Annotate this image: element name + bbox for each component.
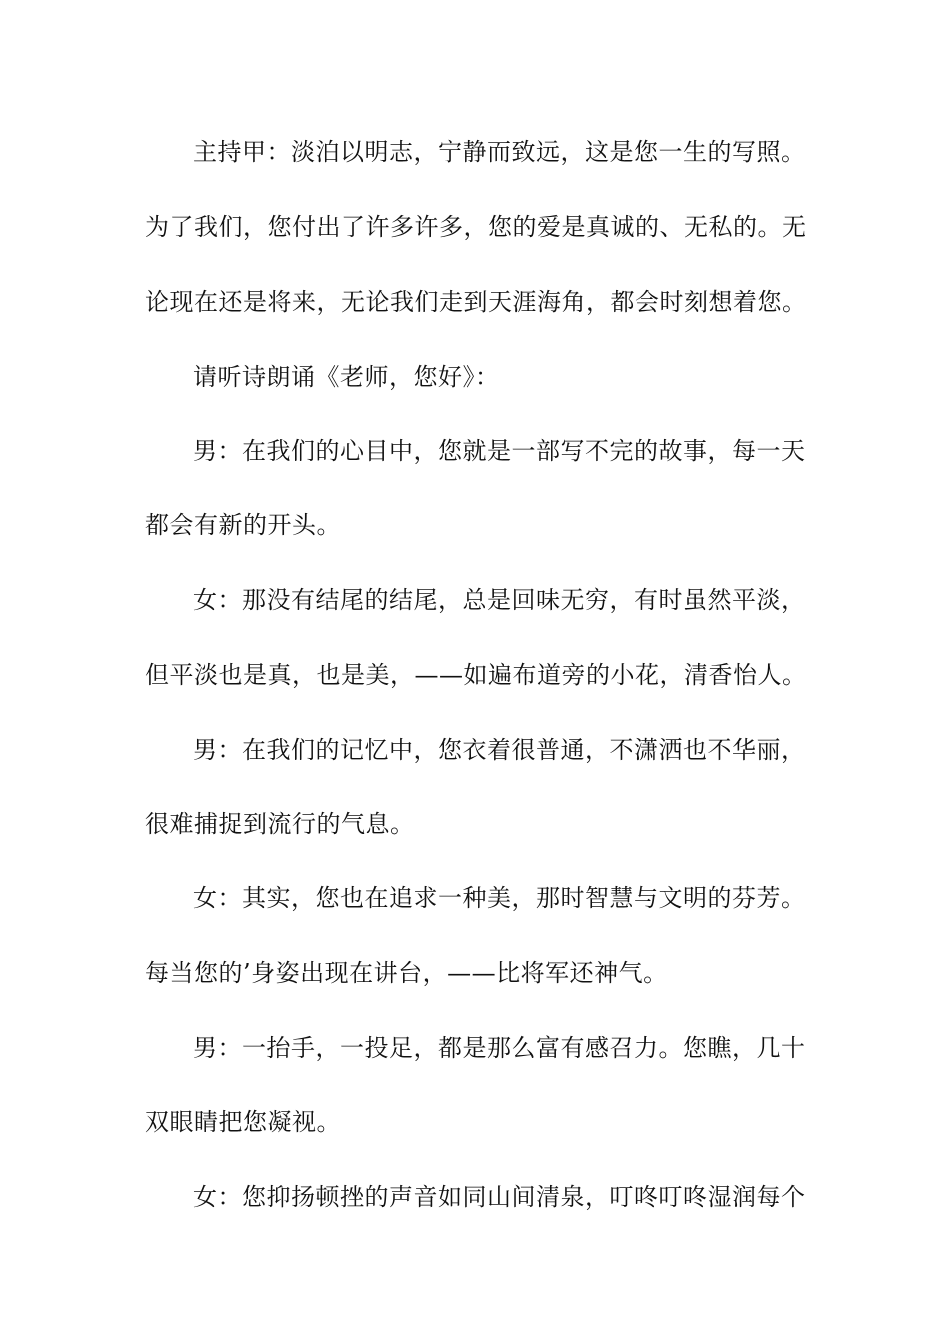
paragraph-line: 但平淡也是真，也是美，——如遍布道旁的小花，清香怡人。 [145, 661, 807, 689]
paragraph-line: 男：在我们的心目中，您就是一部写不完的故事，每一天 [193, 437, 806, 465]
paragraph-line: 女：那没有结尾的结尾，总是回味无穷，有时虽然平淡， [193, 586, 806, 614]
paragraph-line: 都会有新的开头。 [145, 511, 341, 539]
paragraph-line: 男：一抬手，一投足，都是那么富有感召力。您瞧，几十 [193, 1034, 806, 1062]
paragraph-line: 女：其实，您也在追求一种美，那时智慧与文明的芬芳。 [193, 884, 806, 912]
paragraph-line: 为了我们，您付出了许多许多，您的爱是真诚的、无私的。无 [145, 213, 807, 241]
paragraph-line: 女：您抑扬顿挫的声音如同山间清泉，叮咚叮咚湿润每个 [193, 1183, 806, 1211]
paragraph-line: 请听诗朗诵《老师，您好》： [193, 363, 500, 391]
paragraph-line: 很难捕捉到流行的气息。 [145, 810, 415, 838]
paragraph-line: 论现在还是将来，无论我们走到天涯海角，都会时刻想着您。 [145, 288, 807, 316]
paragraph-line: 每当您的’身姿出现在讲台，——比将军还神气。 [145, 959, 668, 987]
paragraph-line: 双眼睛把您凝视。 [145, 1108, 341, 1136]
paragraph-line: 主持甲：淡泊以明志，宁静而致远，这是您一生的写照。 [193, 138, 806, 166]
paragraph-line: 男：在我们的记忆中，您衣着很普通，不潇洒也不华丽， [193, 736, 806, 764]
